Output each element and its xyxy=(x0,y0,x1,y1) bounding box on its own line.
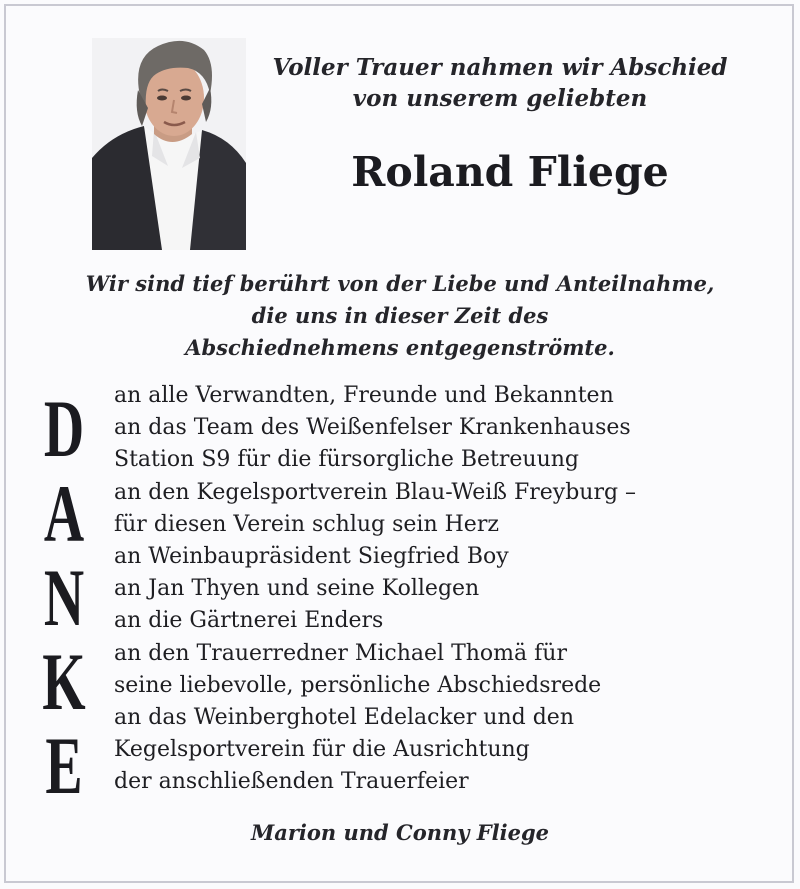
thanks-line: an den Trauerredner Michael Thomä für xyxy=(114,640,567,666)
gratitude-line: Wir sind tief berührt von der Liebe und Anteilnahme, xyxy=(85,271,715,296)
thanks-list xyxy=(114,380,794,799)
danke-letter: D xyxy=(43,383,85,474)
danke-letter: E xyxy=(45,720,83,811)
intro-text xyxy=(250,52,750,114)
thanks-line: seine liebevolle, persönliche Abschiedsrede xyxy=(114,672,602,698)
gratitude-statement xyxy=(10,268,790,364)
thanks-line: an Jan Thyen und seine Kollegen xyxy=(114,576,480,602)
signature: Marion und Conny Fliege xyxy=(250,820,550,845)
danke-vertical-heading xyxy=(30,383,98,811)
thanks-line: an den Kegelsportverein Blau-Weiß Freyburg – xyxy=(114,479,637,505)
danke-letter: N xyxy=(43,552,85,643)
thanks-line: an das Weinberghotel Edelacker und den xyxy=(114,705,574,731)
intro-line: von unserem geliebten xyxy=(352,85,648,112)
thanks-line: an das Team des Weißenfelser Krankenhauses xyxy=(114,415,631,441)
deceased-name: Roland Fliege xyxy=(351,148,669,196)
gratitude-line: die uns in dieser Zeit des xyxy=(251,303,549,328)
thanks-line: an Weinbaupräsident Siegfried Boy xyxy=(114,544,509,570)
gratitude-line: Abschiednehmens entgegenströmte. xyxy=(185,335,615,360)
thanks-line: Kegelsportverein für die Ausrichtung xyxy=(114,737,530,763)
thanks-line: der anschließenden Trauerfeier xyxy=(114,769,469,795)
danke-letter: K xyxy=(42,636,86,727)
portrait-image xyxy=(92,38,246,250)
danke-letter: A xyxy=(43,468,85,559)
portrait-photo xyxy=(92,38,246,250)
thanks-line: Station S9 für die fürsorgliche Betreuung xyxy=(114,447,580,473)
thanks-line: für diesen Verein schlug sein Herz xyxy=(114,511,499,537)
thanks-line: an die Gärtnerei Enders xyxy=(114,608,384,634)
thanks-line: an alle Verwandten, Freunde und Bekannten xyxy=(114,383,614,408)
intro-line: Voller Trauer nahmen wir Abschied xyxy=(272,54,728,81)
